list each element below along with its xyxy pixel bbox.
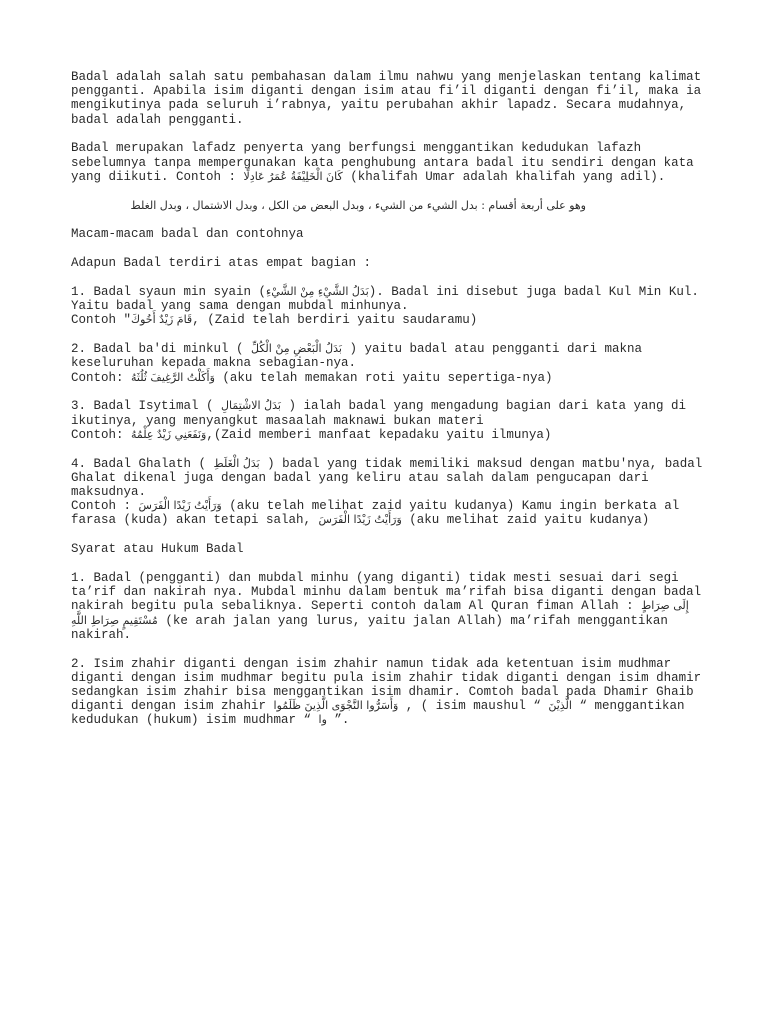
definition-translation: (khalifah Umar adalah khalifah yang adil). [342, 169, 666, 184]
rule-2-text-2: , ( isim maushul “ [398, 699, 549, 714]
section-intro-adapun: Adapun Badal terdiri atas empat bagian : [71, 256, 372, 271]
type-3-description: ) ialah badal yang mengadung bagian dari kata yang di ikutinya, yang menyangkut masaalah maknawi bukan materi [71, 399, 687, 428]
type-3-arabic-example: وَنَفَعَنِي زَيْدٌ عِلْمُهُ [131, 427, 207, 441]
definition-paragraph [71, 141, 711, 184]
type-3-arabic-term: بَدَلُ الاشْتِمَالِ [221, 399, 281, 413]
badal-type-2 [71, 342, 711, 385]
type-1-text: 1. Badal syaun min syain ( [71, 285, 267, 299]
type-3-translation: ,(Zaid memberi manfaat kepadaku yaitu ilmunya) [206, 427, 552, 442]
badal-type-1 [71, 285, 711, 328]
rule-1 [71, 571, 711, 642]
type-1-description: ). Badal ini disebut juga badal Kul Min Kul. Yaitu badal yang sama dengan mubdal minhunya. [71, 285, 699, 314]
type-4-translation-2: (aku melihat zaid yaitu kudanya) [401, 513, 650, 528]
type-4-arabic-example-2: وَرَأَيْتُ زَيْدًا الْفَرَسَ [318, 513, 402, 527]
intro-paragraph: Badal adalah salah satu pembahasan dalam ilmu nahwu yang menjelaskan tentang kalimat pengganti. Apabila isim diganti dengan isim atau fi’il diganti dengan fi’il, maka ia mengikutinya pada seluruh i’rabnya, yaitu perubahan akhir lapadz. Secara mudahnya, badal adalah pengganti. [71, 70, 702, 127]
type-2-text: 2. Badal ba'di minkul ( [71, 342, 252, 357]
type-3-example-label: Contoh: [71, 427, 132, 442]
section-heading-syarat: Syarat atau Hukum Badal [71, 542, 244, 557]
type-3-text: 3. Badal Isytimal ( [71, 399, 222, 414]
type-2-description: ) yaitu badal atau pengganti dari makna keseluruhan kepada makna sebagian-nya. [71, 342, 642, 371]
section-heading-macam: Macam-macam badal dan contohnya [71, 227, 304, 242]
rule-1-arabic-verse: إِلَى صِرَاطٍ مُسْتَقِيمٍ صِرَاطِ اللَّهِ [71, 599, 689, 627]
type-4-arabic-term: بَدَلُ الْغَلَطِ [213, 456, 260, 470]
rule-2-arabic-verse: وَأَسَرُّوا النَّجْوَى الَّذِينَ ظَلَمُوا [273, 699, 399, 713]
rule-2-text: 2. Isim zhahir diganti dengan isim zhahir namun tidak ada ketentuan isim mudhmar diganti dengan isim mudhmar begitu pula isim zhahir tidak diganti dengan isim dhamir sedangkan isim zhahir bisa menggantikan isim dhamir. Comtoh badal pada Dhamir Ghaib diganti dengan isim zhahir [71, 656, 702, 714]
rule-2 [71, 657, 711, 728]
definition-arabic-example: كَانَ الْخَلِيْفَةُ عُمَرُ عَادِلًا [243, 169, 343, 183]
definition-text: Badal merupakan lafadz penyerta yang berfungsi menggantikan kedudukan lafazh sebelumnya tanpa mempergunakan kata penghubung antara badal itu sendiri dengan kata yang diikuti. Contoh : [71, 141, 694, 184]
type-2-example-label: Contoh: [71, 370, 132, 385]
rule-2-arabic-pronoun: وا [318, 713, 327, 727]
rule-2-arabic-maushul: الَّذِيْنَ [548, 699, 572, 713]
type-4-example-label: Contoh : [71, 499, 139, 514]
arabic-types-line: وهو على أربعة أقسام : بدل الشيء من الشيء ، وبدل البعض من الكل ، وبدل الاشتمال ، وبدل الغلط [130, 198, 586, 212]
type-2-translation: (aku telah memakan roti yaitu sepertiga-nya) [214, 370, 553, 385]
type-4-translation: (aku telah melihat zaid yaitu kudanya) Kamu ingin berkata al farasa (kuda) akan tetapi salah, [71, 499, 680, 528]
type-4-description: ) badal yang tidak memiliki maksud dengan matbu'nya, badal Ghalat dikenal juga dengan badal yang keliru atau salah dalam pengucapan dari maksudnya. [71, 456, 703, 500]
badal-type-3 [71, 399, 711, 442]
type-4-arabic-example: وَرَأَيْتُ زَيْدًا الْفَرَسَ [138, 499, 222, 513]
type-1-arabic-example: قَامَ زَيْدٌ أَخُوكَ [131, 313, 193, 327]
rule-1-translation: (ke arah jalan yang lurus, yaitu jalan Allah) ma’rifah menggantikan nakirah. [71, 613, 668, 642]
type-2-arabic-term: بَدَلُ الْبَعْضِ مِنْ الْكُلِّ [251, 342, 342, 356]
rule-1-text: 1. Badal (pengganti) dan mubdal minhu (yang diganti) tidak mesti sesuai dari segi ta’rif dan nakirah nya. Mubdal minhu dalam bentuk ma’rifah bisa diganti dengan badal nakirah begitu pula sebaliknya. Seperti contoh dalam Al Quran fiman Allah : [71, 571, 702, 614]
rule-2-text-3: “ menggantikan kedudukan (hukum) isim mudhmar “ [71, 699, 685, 728]
document-body [71, 70, 711, 742]
rule-2-text-4: ”. [326, 713, 350, 728]
type-1-example-label: Contoh " [71, 313, 132, 328]
type-1-translation: , (Zaid telah berdiri yaitu saudaramu) [192, 313, 478, 328]
type-1-arabic-term: بَدَلُ الشَّيْءِ مِنْ الشَّيْءِ [266, 285, 369, 298]
type-4-text: 4. Badal Ghalath ( [71, 456, 214, 471]
badal-type-4 [71, 457, 711, 528]
type-2-arabic-example: وَأَكَلْتُ الرَّغِيفَ ثُلُثَهُ [131, 370, 215, 384]
